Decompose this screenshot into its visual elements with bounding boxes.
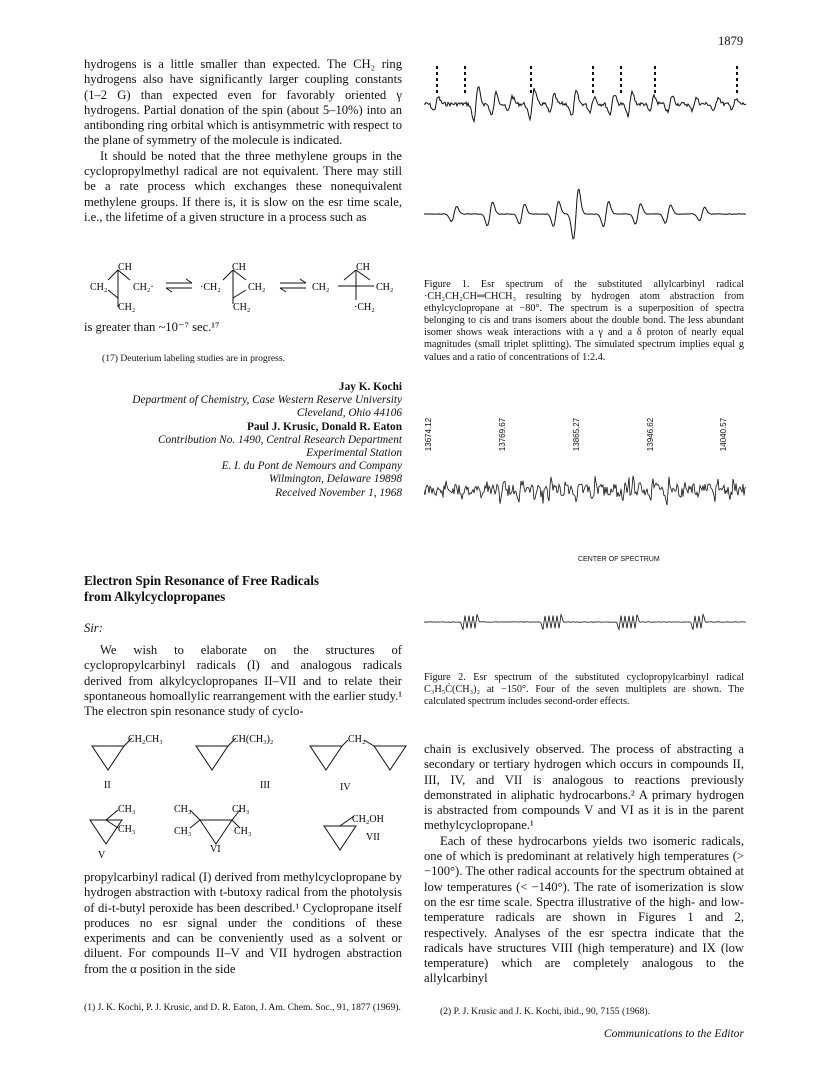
marker-label: 13946.62	[646, 417, 656, 452]
marker-tick	[436, 84, 438, 87]
marker-tick	[436, 66, 438, 69]
center-of-spectrum-label: CENTER OF SPECTRUM	[578, 556, 660, 563]
marker-tick	[736, 84, 738, 87]
figure1-spectrum	[424, 56, 746, 270]
substituent-label: CH₂OH	[352, 814, 384, 825]
signature-block	[84, 381, 402, 500]
paragraph: is greater than ~10⁻⁷ sec.¹⁷	[84, 320, 220, 334]
figure1-marker-ticks	[436, 66, 738, 93]
marker-tick	[620, 84, 622, 87]
page-number: 1879	[718, 34, 744, 48]
compound-label: III	[260, 780, 270, 791]
article-title	[84, 573, 402, 604]
marker-tick	[530, 66, 532, 69]
marker-tick	[464, 66, 466, 69]
ch2-label: CH₂	[376, 282, 394, 293]
ch2-radical-label: ·CH₂	[200, 282, 221, 293]
compound-structures	[84, 728, 414, 858]
paragraph: It should be noted that the three methylene groups in the cyclopropylmethyl radical are not equivalent. There may still be a rate process which exchanges these nonequivalent methylene groups. If there is, it is slow on the esr time scale, i.e., the lifetime of a given structure in a process such as	[84, 148, 402, 224]
substituent-label: CH₂	[348, 734, 366, 745]
figure1-caption: Figure 1. Esr spectrum of the substituted allylcarbinyl radical ·CH₂CH₂CH═CHCH₃ resulting by hydrogen atom abstraction from ethylcyclopropane at −80°. The spectrum is a superposition of spectra belonging to cis and trans isomers about the double bond. The less abundant isomer shows weak interactions with a γ and a δ proton of nearly equal magnitudes (small triplet splitting). The simulated spectrum implies equal g values and a ratio of concentrations of 1:2.4.	[424, 279, 744, 363]
marker-label: 13769.67	[498, 417, 508, 452]
compound-label: V	[98, 850, 106, 858]
substituent-label: CH₃	[118, 824, 136, 835]
footnote-2: (2) P. J. Krusic and J. K. Kochi, ibid., 90, 7155 (1968).	[440, 1006, 650, 1017]
figure2-caption: Figure 2. Esr spectrum of the substituted cyclopropylcarbinyl radical C₃H₅Ċ(CH₃)₂ at −150°. Four of the seven multiplets are shown. The calculated spectrum includes second-order effects.	[424, 672, 744, 708]
paragraph: Each of these hydrocarbons yields two isomeric radicals, one of which is predominant at relatively high temperatures (> −100°). The other radical accounts for the spectrum obtained at low temperatures (< −140°). The rate of isomerization is slow on the esr time scale. Spectra illustrative of the high- and low-temperature radicals are shown in Figures 1 and 2, respectively. Analyses of the esr spectra indicate that the radicals have structures VIII (high temperature) and IX (low temperature) which are completely analogous to the allylcarbinyl	[424, 833, 744, 986]
substituent-label: CH₃	[174, 826, 192, 837]
affiliation: Experimental Station	[306, 447, 402, 460]
marker-tick	[736, 90, 738, 93]
marker-tick	[736, 72, 738, 75]
paragraph: chain is exclusively observed. The process of abstracting a secondary or tertiary hydrogen which occurs in compounds II, III, IV, and VII is analogous to reactions previously demonstrated in aliphatic hydrocarbons.² A primary hydrogen is abstracted from compounds V and VI as it is in the parent methylcyclopropane.¹	[424, 742, 744, 833]
marker-tick	[592, 72, 594, 75]
affiliation: Contribution No. 1490, Central Research Department	[157, 433, 402, 446]
compound-label: IV	[340, 782, 351, 793]
figure1-experimental-trace	[424, 87, 746, 122]
marker-tick	[620, 66, 622, 69]
footnote-1: (1) J. K. Kochi, P. J. Krusic, and D. R. Eaton, J. Am. Chem. Soc., 91, 1877 (1969).	[84, 1002, 401, 1013]
figure2-experimental-trace	[424, 476, 746, 505]
ch-label: CH	[118, 262, 132, 273]
substituent-label: CH₃	[232, 804, 250, 815]
paragraph: We wish to elaborate on the structures of cyclopropylcarbinyl radicals (I) and analogous radicals derived from alkylcyclopropanes II–VII and to relate their spontaneous homoallylic rearrangement with the earlier study.¹ The electron spin resonance study of cyclo-	[84, 643, 402, 719]
running-footer: Communications to the Editor	[603, 1027, 744, 1040]
marker-tick	[654, 72, 656, 75]
marker-tick	[530, 78, 532, 81]
marker-tick	[530, 90, 532, 93]
ch2-label: CH₂	[312, 282, 330, 293]
figure1-simulated-trace	[424, 189, 746, 239]
received-date: Received November 1, 1968	[275, 486, 402, 499]
ch2-label: CH₂	[248, 282, 266, 293]
marker-tick	[736, 66, 738, 69]
marker-tick	[464, 90, 466, 93]
marker-label: 13674.12	[424, 417, 434, 452]
left-column-top	[84, 57, 402, 225]
marker-tick	[654, 66, 656, 69]
marker-label: 13865.27	[572, 417, 582, 452]
marker-tick	[530, 72, 532, 75]
substituent-label: CH₂CH₃	[128, 734, 163, 745]
substituent-label: CH₃	[234, 826, 252, 837]
right-column-text	[424, 742, 744, 987]
marker-tick	[464, 72, 466, 75]
equilibrium-arrow-icon	[166, 279, 192, 292]
equilibrium-diagram	[88, 260, 408, 318]
substituent-label: CH₃	[118, 804, 136, 815]
affiliation: Cleveland, Ohio 44106	[296, 407, 402, 420]
paragraph: hydrogens is a little smaller than expected. The CH₂ ring hydrogens also have significantly larger coupling constants (1–2 G) than expected even for favorably oriented γ hydrogens. Partial donation of the spin (about 5–10%) into an antibonding ring orbital which is antisymmetric with respect to the plane of symmetry of the molecule is indicated.	[84, 57, 402, 148]
compound-label: II	[104, 780, 111, 791]
marker-tick	[620, 90, 622, 93]
affiliation: Department of Chemistry, Case Western Reserve University	[132, 394, 402, 407]
marker-tick	[530, 84, 532, 87]
article-title-line: from Alkylcyclopropanes	[84, 588, 226, 604]
marker-label: 14040.57	[719, 417, 729, 452]
paragraph: propylcarbinyl radical (I) derived from methylcyclopropane by hydrogen abstraction with t-butoxy radical from the photolysis of di-t-butyl peroxide has been described.¹ Cyclopropane itself produces no esr signal under the conditions of these experiments and can be conveniently used as a solvent or diluent. For compounds II–V and VII hydrogen abstraction from the α position in the side	[84, 870, 402, 976]
figure2-calculated-trace	[424, 614, 746, 629]
compound-label: VI	[210, 844, 221, 855]
author-name: Jay K. Kochi	[338, 381, 402, 393]
marker-tick	[592, 84, 594, 87]
marker-tick	[464, 78, 466, 81]
marker-tick	[654, 90, 656, 93]
ch2-label: CH₂	[233, 302, 251, 313]
substituent-label: CH(CH₃)₂	[232, 734, 274, 745]
author-name: Paul J. Krusic, Donald R. Eaton	[246, 420, 402, 433]
marker-tick	[736, 78, 738, 81]
marker-tick	[436, 72, 438, 75]
marker-tick	[620, 72, 622, 75]
substituent-label: CH₃	[174, 804, 192, 815]
ch2-radical-label: CH₂·	[133, 282, 154, 293]
marker-tick	[654, 84, 656, 87]
marker-tick	[592, 78, 594, 81]
marker-tick	[592, 90, 594, 93]
salutation: Sir:	[84, 621, 103, 635]
compound-label: VII	[366, 832, 380, 843]
ch2-label: CH₂	[118, 302, 136, 313]
ch2-label: CH₂	[90, 282, 108, 293]
article-title-line: Electron Spin Resonance of Free Radicals	[84, 573, 320, 588]
marker-tick	[436, 90, 438, 93]
marker-tick	[464, 84, 466, 87]
ch-label: CH	[232, 262, 246, 273]
marker-tick	[592, 66, 594, 69]
affiliation: E. I. du Pont de Nemours and Company	[221, 460, 402, 473]
marker-tick	[436, 78, 438, 81]
affiliation: Wilmington, Delaware 19898	[269, 473, 402, 486]
marker-tick	[620, 78, 622, 81]
equilibrium-arrow-icon	[280, 279, 306, 292]
figure2-spectrum	[424, 440, 746, 664]
marker-tick	[654, 78, 656, 81]
ch2-radical-label: ·CH₂	[354, 302, 375, 313]
ch-label: CH	[356, 262, 370, 273]
footnote-17: (17) Deuterium labeling studies are in progress.	[102, 353, 286, 364]
